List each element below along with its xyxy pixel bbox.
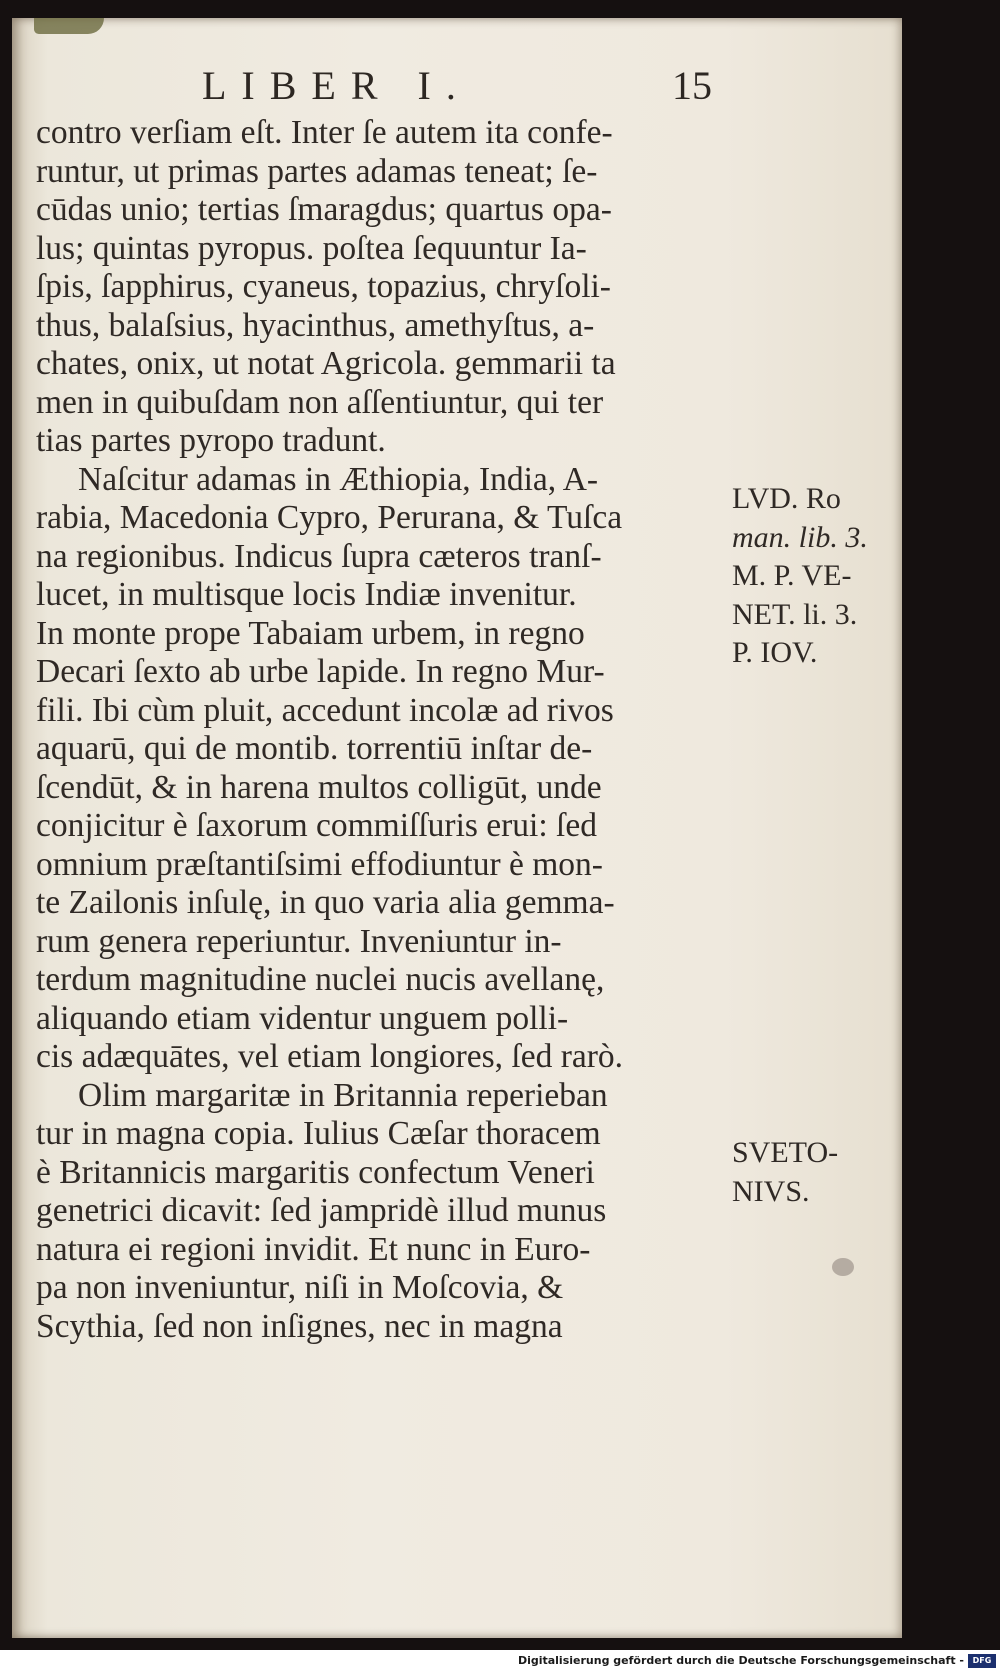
ink-stain xyxy=(832,1258,854,1276)
text-line: cis adæquātes, vel etiam longiores, ſed rarò. xyxy=(36,1038,624,1075)
margin-note-line: NET. li. 3. xyxy=(732,597,858,631)
text-line: tias partes pyropo tradunt. xyxy=(36,422,386,459)
margin-note-line: NIVS. xyxy=(732,1174,810,1208)
text-line: tur in magna copia. Iulius Cæſar thoracem xyxy=(36,1115,601,1152)
text-line: In monte prope Tabaiam urbem, in regno xyxy=(36,614,585,652)
text-line: chates, onix, ut notat Agricola. gemmarii ta xyxy=(36,345,616,382)
margin-note-line: M. P. VE- xyxy=(732,559,852,592)
dfg-logo: DFG xyxy=(968,1654,996,1668)
text-line: conjicitur è ſaxorum commiſſuris erui: ſed xyxy=(36,807,597,844)
text-line: Scythia, ſed non inſignes, nec in magna xyxy=(36,1307,563,1345)
text-line: omnium præſtantiſsimi effodiuntur è mon- xyxy=(36,845,603,883)
book-page xyxy=(12,18,902,1638)
margin-note-citations xyxy=(732,480,902,673)
page-number: 15 xyxy=(672,63,712,108)
margin-note-line: man. lib. 3. xyxy=(732,520,868,554)
paragraph-start-line: Olim margaritæ in Britannia reperieban xyxy=(78,1076,608,1114)
text-line: lucet, in multisque locis Indiæ invenitur. xyxy=(36,576,577,613)
text-line: rum genera reperiuntur. Inveniuntur in- xyxy=(36,922,562,960)
text-line: men in quibuſdam non aſſentiuntur, qui ter xyxy=(36,383,604,421)
text-line: aliquando etiam videntur unguem polli- xyxy=(36,999,569,1037)
funding-credit: Digitalisierung gefördert durch die Deutsche Forschungsgemeinschaft - xyxy=(517,1654,964,1667)
text-line: ſcendūt, & in harena multos colligūt, unde xyxy=(36,768,602,806)
text-line: natura ei regioni invidit. Et nunc in Euro- xyxy=(36,1230,591,1268)
text-line: contro verſiam eſt. Inter ſe autem ita confe- xyxy=(36,114,613,151)
margin-note-suetonius xyxy=(732,1134,902,1211)
text-line: terdum magnitudine nuclei nucis avellanę, xyxy=(36,961,605,998)
text-line: runtur, ut primas partes adamas teneat; ſe- xyxy=(36,152,598,190)
text-line: na regionibus. Indicus ſupra cæteros tranſ- xyxy=(36,537,602,575)
text-line: pa non inveniuntur, niſi in Moſcovia, & xyxy=(36,1269,564,1306)
text-line: fili. Ibi cùm pluit, accedunt incolæ ad rivos xyxy=(36,691,614,729)
margin-note-line: P. IOV. xyxy=(732,636,818,669)
text-line: ſpis, ſapphirus, cyaneus, topazius, chryſoli- xyxy=(36,268,611,305)
margin-note-line: LVD. Ro xyxy=(732,482,841,515)
text-line: genetrici dicavit: ſed jampridè illud munus xyxy=(36,1192,607,1229)
paragraph-start-line: Naſcitur adamas in Æthiopia, India, A- xyxy=(78,460,599,498)
text-line: è Britannicis margaritis confectum Veneri xyxy=(36,1153,595,1191)
text-line: rabia, Macedonia Cypro, Perurana, & Tuſca xyxy=(36,499,623,536)
digitization-footer xyxy=(0,1652,1000,1672)
text-line: Decari ſexto ab urbe lapide. In regno Mur- xyxy=(36,653,605,690)
running-title: LIBER I. xyxy=(202,63,471,108)
main-text-column xyxy=(36,114,726,1346)
margin-note-line: SVETO- xyxy=(732,1136,839,1169)
text-line: thus, balaſsius, hyacinthus, amethyſtus, a- xyxy=(36,306,595,344)
page-header xyxy=(12,62,902,112)
text-line: te Zailonis inſulę, in quo varia alia gemma- xyxy=(36,884,615,921)
text-line: aquarū, qui de montib. torrentiū inſtar de- xyxy=(36,730,593,767)
page-corner-fold xyxy=(34,18,104,34)
text-line: cūdas unio; tertias ſmaragdus; quartus opa- xyxy=(36,191,612,228)
text-line: lus; quintas pyropus. poſtea ſequuntur Ia- xyxy=(36,229,587,267)
